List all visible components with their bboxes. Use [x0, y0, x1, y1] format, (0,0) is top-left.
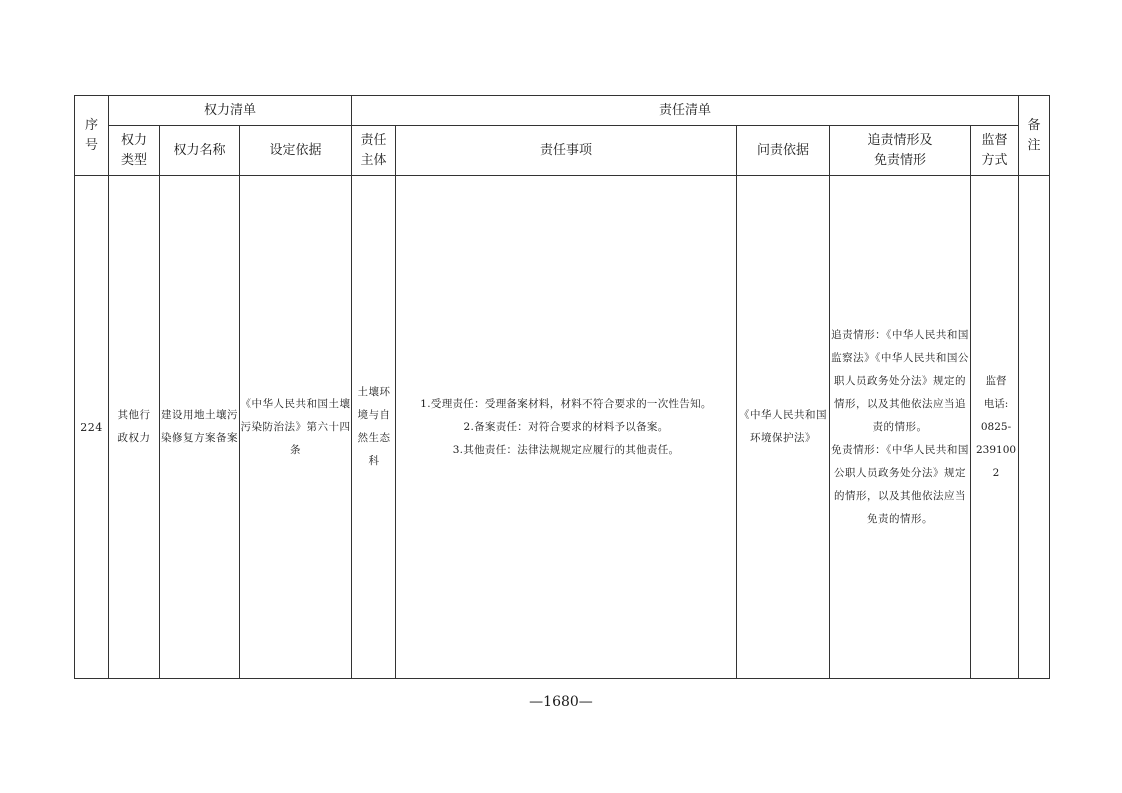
header-power-list: 权力清单 — [109, 96, 352, 126]
row-resp-subject-text: 土壤环境与自然生态科 — [357, 386, 391, 467]
header-responsibility-list: 责任清单 — [352, 96, 1019, 126]
header-pursuit-exemption — [830, 126, 971, 176]
resp-item-2: 2.备案责任：对符合要求的材料予以备案。 — [463, 420, 669, 433]
header-seq — [75, 96, 109, 176]
header-basis: 设定依据 — [240, 126, 352, 176]
header-accountability-basis: 问责依据 — [737, 126, 830, 176]
resp-item-1: 1.受理责任：受理备案材料，材料不符合要求的一次性告知。 — [420, 397, 712, 410]
supervision-line-2: 电话: — [983, 397, 1009, 410]
header-supervision-label: 监督方式 — [981, 132, 1008, 168]
row-accountability-basis: 《中华人民共和国环境保护法》 — [737, 176, 830, 679]
responsibility-table — [74, 95, 1050, 679]
header-power-type-label: 权力类型 — [120, 132, 147, 168]
resp-item-3: 3.其他责任：法律法规规定应履行的其他责任。 — [452, 443, 680, 456]
header-supervision — [971, 126, 1019, 176]
header-resp-items: 责任事项 — [396, 126, 737, 176]
header-resp-subject-label: 责任主体 — [360, 132, 387, 168]
row-resp-items — [396, 176, 737, 679]
exemption-text: 免责情形：《中华人民共和国公职人员政务处分法》规定的情形，以及其他依法应当免责的情形。 — [831, 443, 969, 525]
page-number: —1680— — [529, 694, 593, 710]
pursuit-text: 追责情形：《中华人民共和国监察法》《中华人民共和国公职人员政务处分法》规定的情形，以及其他依法应当追责的情形。 — [831, 328, 969, 433]
row-seq: 224 — [75, 176, 109, 679]
header-power-name: 权力名称 — [160, 126, 240, 176]
row-power-type-text: 其他行政权力 — [117, 409, 151, 444]
header-remark-label: 备注 — [1027, 117, 1041, 153]
row-basis: 《中华人民共和国土壤污染防治法》第六十四条 — [240, 176, 352, 679]
supervision-line-1: 监督 — [985, 374, 1007, 387]
row-power-name: 建设用地土壤污染修复方案备案 — [160, 176, 240, 679]
supervision-line-4: 2391002 — [975, 443, 1017, 479]
supervision-line-3: 0825- — [980, 420, 1012, 433]
row-resp-subject — [352, 176, 396, 679]
header-remark — [1019, 96, 1050, 176]
row-supervision — [971, 176, 1019, 679]
table-row — [75, 176, 1050, 679]
row-remark — [1019, 176, 1050, 679]
row-pursuit-exemption — [830, 176, 971, 679]
header-seq-label: 序号 — [84, 117, 98, 153]
header-pursuit-exemption-label: 追责情形及免责情形 — [867, 132, 933, 168]
header-power-type — [109, 126, 160, 176]
row-power-type — [109, 176, 160, 679]
header-resp-subject — [352, 126, 396, 176]
